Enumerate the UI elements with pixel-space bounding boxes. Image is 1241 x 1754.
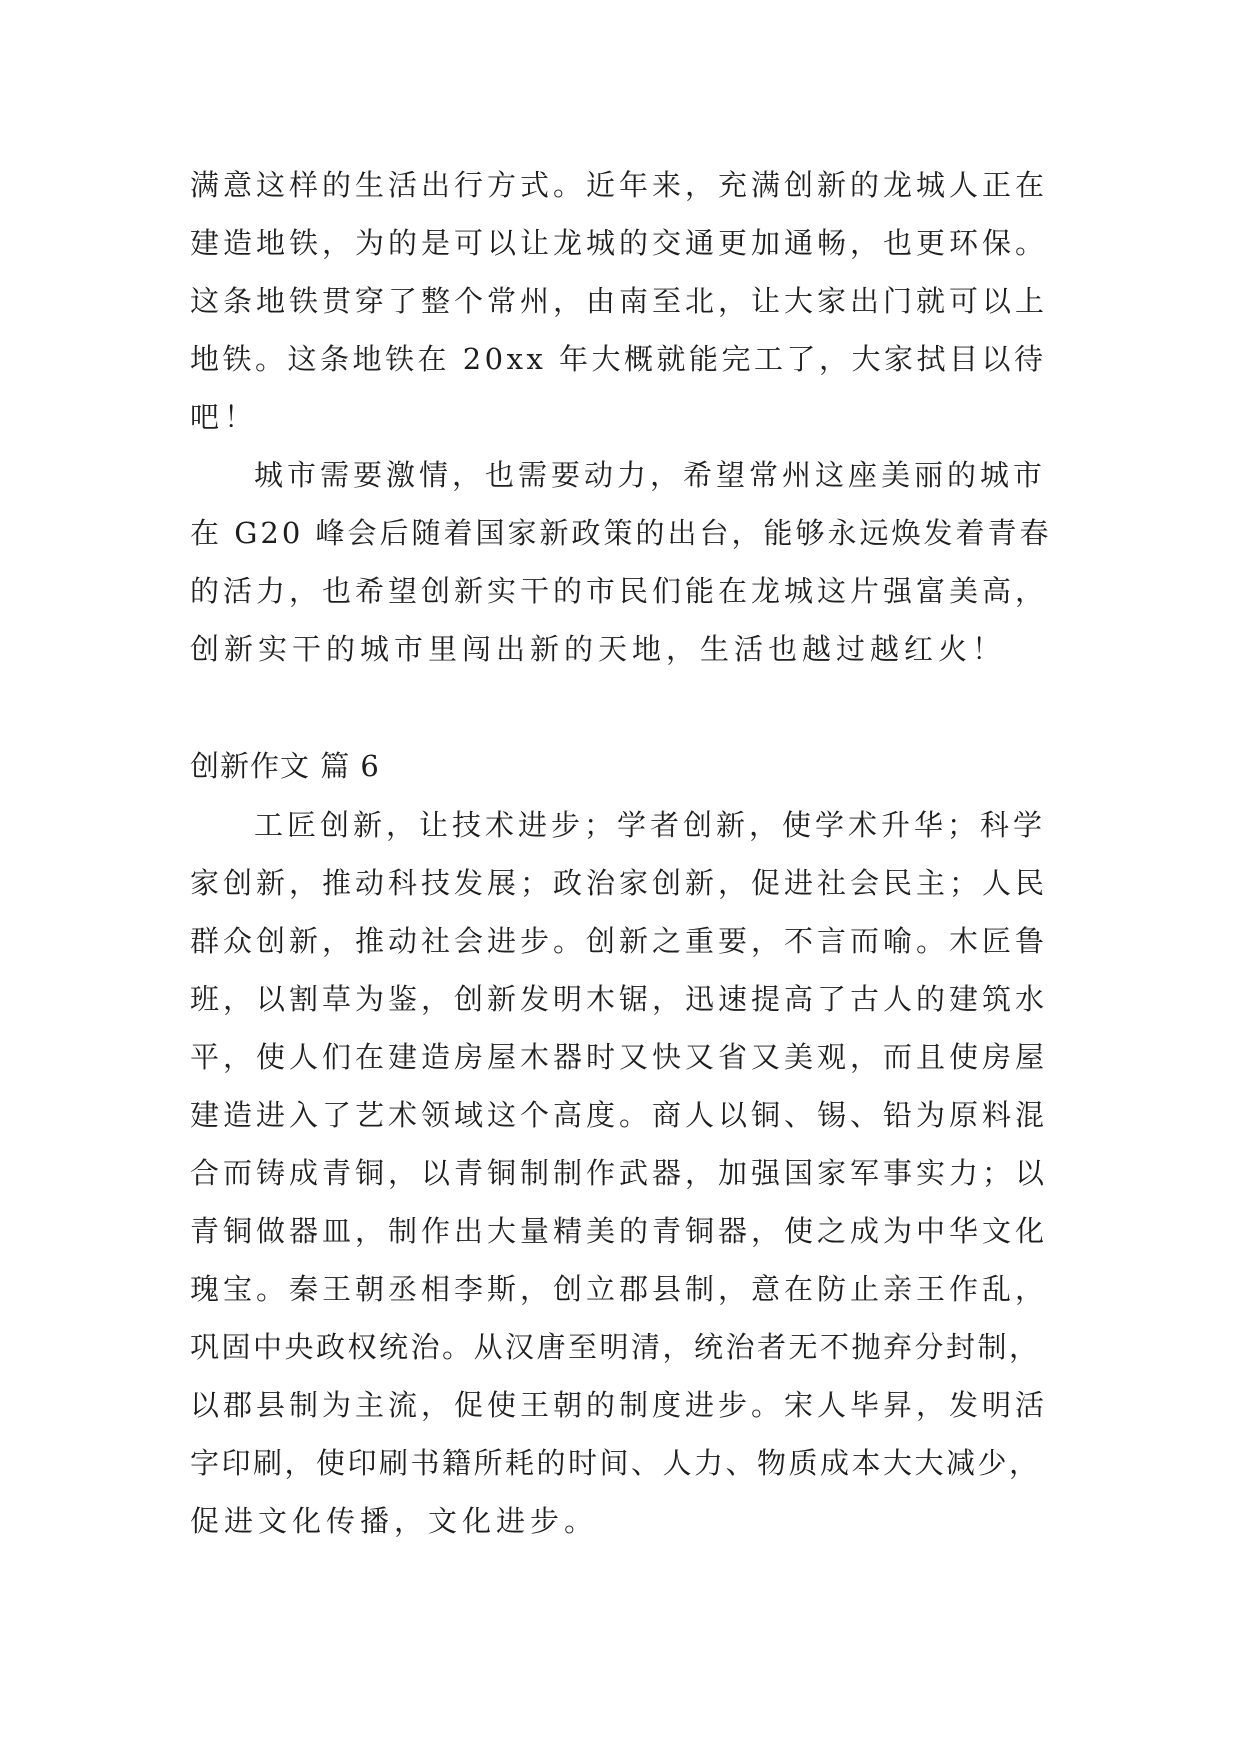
text-line: 满意这样的生活出行方式。近年来，充满创新的龙城人正在	[190, 168, 1049, 202]
text-line: 促进文化传播，文化进步。	[190, 1504, 599, 1538]
text-line: 瑰宝。秦王朝丞相李斯，创立郡县制，意在防止亲王作乱，	[190, 1272, 1049, 1306]
text-line: 群众创新，推动社会进步。创新之重要，不言而喻。木匠鲁	[190, 924, 1049, 958]
text-line: 在 G20 峰会后随着国家新政策的出台，能够永远焕发着青春	[190, 516, 1052, 550]
text-line: 青铜做器皿，制作出大量精美的青铜器，使之成为中华文化	[190, 1214, 1049, 1248]
text-line: 这条地铁贯穿了整个常州，由南至北，让大家出门就可以上	[190, 284, 1049, 318]
text-line: 合而铸成青铜，以青铜制制作武器，加强国家军事实力；以	[190, 1156, 1049, 1190]
text-line: 吧！	[190, 400, 259, 434]
section-heading: 创新作文 篇 6	[190, 749, 380, 783]
text-line: 工匠创新，让技术进步；学者创新，使学术升华；科学	[254, 808, 1047, 842]
text-line: 平，使人们在建造房屋木器时又快又省又美观，而且使房屋	[190, 1040, 1049, 1074]
text-line: 城市需要激情，也需要动力，希望常州这座美丽的城市	[254, 458, 1047, 492]
text-line: 班，以割草为鉴，创新发明木锯，迅速提高了古人的建筑水	[190, 982, 1049, 1016]
text-line: 建造地铁，为的是可以让龙城的交通更加通畅，也更环保。	[190, 226, 1049, 260]
text-line: 以郡县制为主流，促使王朝的制度进步。宋人毕昇，发明活	[190, 1388, 1049, 1422]
text-line: 创新实干的城市里闯出新的天地，生活也越过越红火！	[190, 632, 1007, 666]
text-line: 巩固中央政权统治。从汉唐至明清，统治者无不抛弃分封制，	[190, 1330, 1041, 1364]
text-line: 建造进入了艺术领域这个高度。商人以铜、锡、铅为原料混	[190, 1098, 1049, 1132]
text-line: 字印刷，使印刷书籍所耗的时间、人力、物质成本大大减少，	[190, 1446, 1041, 1480]
text-line: 的活力，也希望创新实干的市民们能在龙城这片强富美高，	[190, 574, 1049, 608]
text-line: 家创新，推动科技发展；政治家创新，促进社会民主；人民	[190, 866, 1049, 900]
text-line: 地铁。这条地铁在 20xx 年大概就能完工了，大家拭目以待	[190, 342, 1047, 376]
